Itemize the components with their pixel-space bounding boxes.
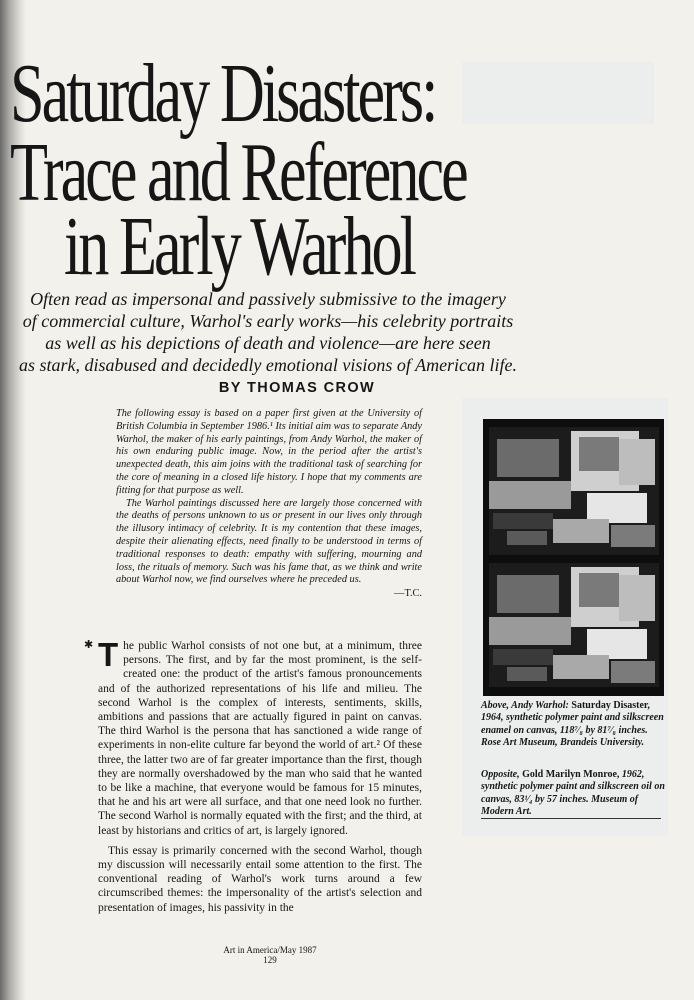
silkscreen-panel-bottom — [489, 563, 659, 687]
bullet-mark-icon: ✱ — [84, 639, 94, 651]
body-paragraph-1-text: he public Warhol consists of not one but, at a minimum, three persons. The first, and by far the most prominent, is the self-created one: the product of the artist's famous pronouncements and of the authorized representations of his life and milieu. The second Warhol is the complex of interests, sentiments, skills, ambitions and passions that are actually figured in paint on canvas. The third Warhol is the persona that has sanctioned a wide range of experiments in non-elite culture far beyond the world of art.² Of these three, the latter two are of far greater importance than the first, though they are normally overshadowed by the man who said that he wanted to be like a machine, that everyone would be famous for 15 minutes, that he and his art were all surface, and that one need look no further. The second Warhol is normally equated with the first; and the third, at least by historians and critics of art, is largely ignored. — [98, 640, 422, 837]
deck-line-3: as well as his depictions of death and violence—are here seen — [45, 333, 491, 353]
deck-line-1: Often read as impersonal and passively submissive to the imagery — [30, 289, 506, 309]
intro-note — [116, 408, 422, 601]
article-title-line-2: Trace and Reference — [10, 126, 466, 219]
folio-magazine: Art in America/May 1987 — [223, 945, 317, 955]
byline: BY THOMAS CROW — [218, 380, 376, 396]
caption-above-label: Above, Andy Warhol: — [481, 700, 569, 711]
article-title-line-3: in Early Warhol — [64, 200, 414, 293]
body-paragraph: This essay is primarily concerned with the second Warhol, though my discussion will necessarily entail some attention to the first. The conventional reading of Warhol's work turns around a few circumscribed themes: the impersonality of the artist's selection and presentation of images, his passivity in the — [98, 844, 422, 914]
body-paragraph — [98, 636, 422, 838]
deck-line-4: as stark, disabused and decidedly emotional visions of American life. — [18, 355, 518, 375]
artwork-image-saturday-disaster — [483, 419, 664, 696]
artwork-image-placeholder — [483, 419, 664, 696]
caption-above-details: 1964, synthetic polymer paint and silkscreen enamel on canvas, 118⁷⁄₈ by 81⁷⁄₈ inches. Rose Art Museum, Brandeis University. — [481, 712, 664, 749]
deck-line-2: of commercial culture, Warhol's early works—his celebrity portraits — [22, 311, 514, 331]
caption-opposite-details: 1962, synthetic polymer paint and silkscreen oil on canvas, 83¹⁄₄ by 57 inches. Museum of Modern Art. — [481, 769, 665, 818]
caption-above-title: Saturday Disaster, — [571, 700, 650, 711]
intro-initials: —T.C. — [394, 588, 422, 600]
caption-above — [481, 700, 666, 750]
caption-opposite — [481, 769, 666, 819]
bleed-through-shade — [462, 62, 654, 124]
silkscreen-panel-top — [489, 427, 659, 555]
caption-opposite-label: Opposite, — [481, 769, 520, 780]
caption-opposite-title: Gold Marilyn Monroe, — [522, 769, 620, 780]
folio-page-number: 129 — [263, 955, 277, 965]
intro-paragraph: The following essay is based on a paper first given at the University of British Columbia in September 1986.¹ Its initial aim was to separate Andy Warhol, the maker of his early paintings, from Andy Warhol, the maker of his own enduring public image. Now, in the period after the artist's unexpected death, this aim joins with the traditional task of searching for the core of meaning in a closed life history. I hope that my comments are fitting for that purpose as well. — [116, 408, 422, 496]
body-text — [98, 636, 422, 921]
intro-paragraph: The Warhol paintings discussed here are largely those concerned with the deaths of persons unknown to us or present in our lives only through the illusory intimacy of celebrity. It is my contention that these images, despite their alienating effects, need finally to be understood in terms of traditional responses to death: empathy with suffering, mourning and loss, the rituals of memory. Such was his fame that, as we think and write about Warhol now, we find ourselves where he preceded us. — [116, 497, 422, 586]
article-title-line-1: Saturday Disasters: — [10, 47, 436, 140]
drop-cap: T — [98, 636, 119, 673]
caption-rule — [481, 818, 661, 819]
